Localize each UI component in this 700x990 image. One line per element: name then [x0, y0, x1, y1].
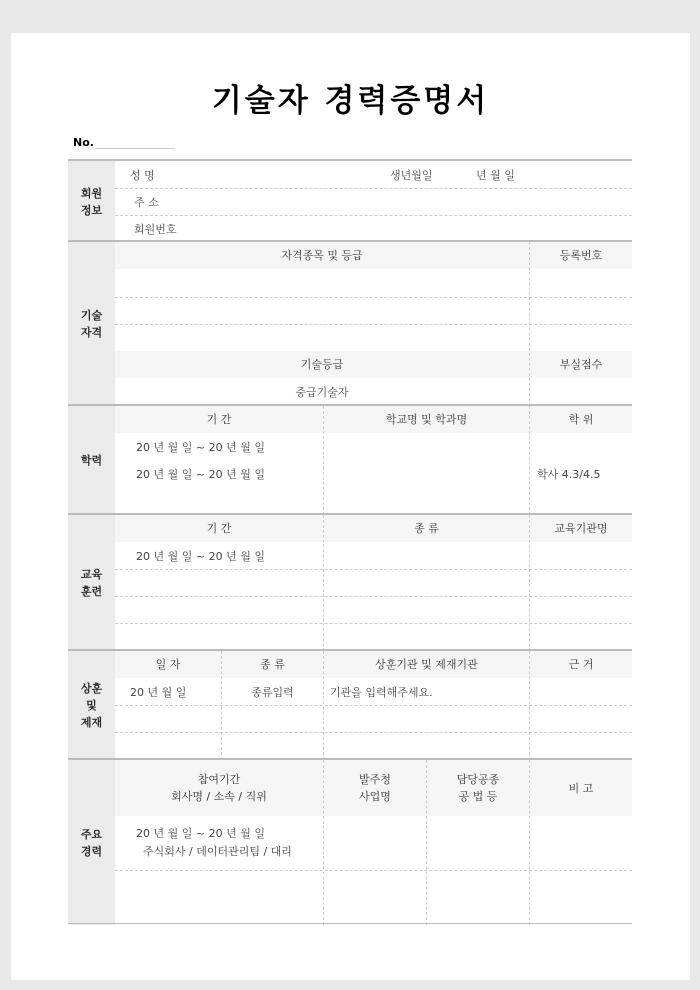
document-number-field[interactable]: [95, 148, 175, 149]
birth-value[interactable]: 년 월 일: [476, 168, 515, 182]
name-label: 성 명: [130, 168, 155, 182]
award-type-1[interactable]: 종류입력: [251, 685, 294, 699]
award-penalty-section: [68, 649, 632, 760]
registration-number-header: 등록번호: [530, 242, 632, 269]
career-period-company-header: [115, 760, 323, 816]
award-basis-header: 근 거: [530, 651, 632, 678]
school-major-header: 학교명 및 학과명: [324, 406, 529, 433]
career-section: [68, 758, 632, 925]
education-period-1[interactable]: 20 년 월 일 ~ 20 년 월 일: [136, 440, 265, 454]
document-number-label: No.: [73, 136, 94, 149]
address-label: 주 소: [134, 195, 159, 209]
award-organization-header: 상훈기관 및 제재기관: [324, 651, 529, 678]
award-penalty-label: 상훈 및 제재: [68, 651, 115, 760]
member-info-label: 회원 정보: [68, 161, 115, 242]
education-period-2[interactable]: 20 년 월 일 ~ 20 년 월 일: [136, 467, 265, 481]
technical-grade-header: 기술등급: [115, 351, 529, 378]
training-label: 교육 훈련: [68, 515, 115, 651]
degree-value[interactable]: 학사 4.3/4.5: [537, 467, 601, 481]
member-number-field[interactable]: [196, 215, 626, 242]
training-type-header: 종 류: [324, 515, 529, 542]
degree-header: 학 위: [530, 406, 632, 433]
member-info-section: [68, 159, 632, 242]
career-client-project-header: [324, 760, 426, 816]
career-remarks-header: 비 고: [530, 760, 632, 816]
training-section: [68, 513, 632, 651]
address-field[interactable]: [196, 188, 626, 215]
award-date-1[interactable]: 20 년 월 일: [130, 685, 187, 699]
training-institution-header: 교육기관명: [530, 515, 632, 542]
career-company-1[interactable]: 주식회사 / 데이터관리팀 / 대리: [143, 845, 292, 858]
award-organization-1[interactable]: 기관을 입력해주세요.: [330, 685, 433, 699]
education-section: [68, 404, 632, 515]
education-label: 학력: [68, 406, 115, 515]
career-client-header: 발주청: [359, 773, 391, 786]
name-field[interactable]: [196, 161, 376, 188]
member-number-label: 회원번호: [134, 222, 177, 236]
award-type-header: 종 류: [222, 651, 323, 678]
document-title: 기술자 경력증명서: [211, 83, 490, 119]
certificate-page: [11, 33, 690, 980]
career-label: 주요 경력: [68, 760, 115, 925]
career-period-header: 참여기간: [197, 773, 241, 786]
training-period-1[interactable]: 20 년 월 일 ~ 20 년 월 일: [136, 549, 265, 563]
career-company-header: 회사명 / 소속 / 직위: [171, 790, 267, 803]
qualification-label: 기술 자격: [68, 242, 115, 406]
penalty-score-header: 부실점수: [530, 351, 632, 378]
qualification-section: [68, 240, 632, 406]
career-period-1[interactable]: 20 년 월 일 ~ 20 년 월 일: [136, 827, 265, 840]
technical-grade-value[interactable]: 중급기술자: [295, 385, 349, 399]
award-date-header: 일 자: [115, 651, 221, 678]
career-method-header: 공 법 등: [458, 790, 498, 803]
education-period-header: 기 간: [115, 406, 323, 433]
training-period-header: 기 간: [115, 515, 323, 542]
career-work-header: 담당공종: [456, 773, 500, 786]
career-work-type-header: [427, 760, 529, 816]
career-project-header: 사업명: [359, 790, 391, 803]
qualification-type-header: 자격종목 및 등급: [115, 242, 529, 269]
birth-label: 생년월일: [390, 168, 433, 182]
